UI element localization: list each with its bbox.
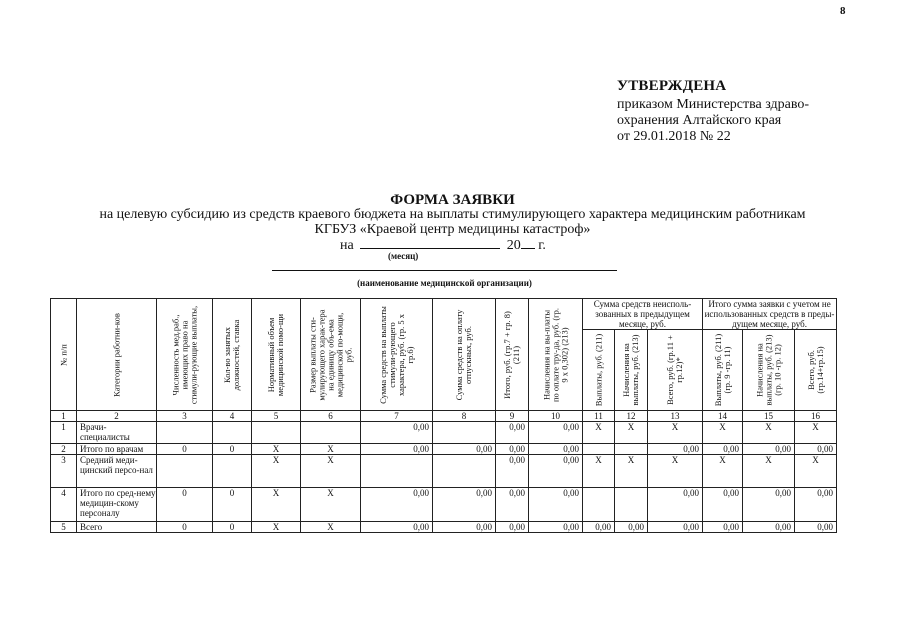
table-cell <box>433 455 496 488</box>
header-cell: Начисления на выплаты, руб. (213) <box>615 330 648 411</box>
table-cell <box>157 422 213 444</box>
year-prefix: 20 <box>506 238 521 253</box>
table-cell <box>433 422 496 444</box>
header-cell: Начисления на выплаты, руб. (213) (гр. 10 -гр. 12) <box>743 330 795 411</box>
table-cell: 0,00 <box>703 444 743 455</box>
table-cell: X <box>703 455 743 488</box>
table-cell: 0 <box>157 488 213 522</box>
column-number: 4 <box>213 411 252 422</box>
table-cell: X <box>252 444 301 455</box>
approval-date: от 29.01.2018 № 22 <box>617 129 731 144</box>
table-cell: X <box>301 522 361 533</box>
header-cell: Выплаты, руб. (211) (гр. 9 -гр. 11) <box>703 330 743 411</box>
approval-line: приказом Министерства здраво- <box>617 97 810 112</box>
approval-heading: УТВЕРЖДЕНА <box>617 78 727 94</box>
table-cell: X <box>615 422 648 444</box>
table-cell: 0,00 <box>361 488 433 522</box>
table-cell: 0,00 <box>795 444 837 455</box>
table-cell: 0,00 <box>361 444 433 455</box>
row-number: 5 <box>51 522 77 533</box>
row-category: Итого по врачам <box>77 444 157 455</box>
row-number: 3 <box>51 455 77 488</box>
row-number: 1 <box>51 422 77 444</box>
table-cell: X <box>301 488 361 522</box>
column-number: 13 <box>648 411 703 422</box>
table-cell: 0,00 <box>433 522 496 533</box>
header-cell: Итого, руб. (гр.7 + гр. 8) (211) <box>496 299 529 411</box>
table-cell: 0,00 <box>433 488 496 522</box>
table-cell: 0,00 <box>795 522 837 533</box>
table-cell: 0,00 <box>496 422 529 444</box>
table-cell: X <box>252 455 301 488</box>
table-cell: 0,00 <box>743 444 795 455</box>
table-row <box>51 522 837 533</box>
table-cell: 0,00 <box>648 444 703 455</box>
header-cell: Размер выплаты сти-мулирующего харак-тера на единицу объ-ема медицинской по-мощи, руб. <box>301 299 361 411</box>
column-number-row <box>51 411 837 422</box>
header-cell: Сумма средств на выплаты стимули-рующего характера, руб. (гр. 5 х гр.6) <box>361 299 433 411</box>
table-row <box>51 444 837 455</box>
table-cell: X <box>301 455 361 488</box>
row-category: Средний меди-цинский персо-нал <box>77 455 157 488</box>
column-number: 8 <box>433 411 496 422</box>
table-cell: 0,00 <box>496 455 529 488</box>
month-caption: (месяц) <box>388 251 419 261</box>
table-cell: X <box>703 422 743 444</box>
table-cell: 0 <box>157 522 213 533</box>
month-prefix: на <box>340 238 354 253</box>
table-cell: 0 <box>213 522 252 533</box>
table-cell: 0,00 <box>583 522 615 533</box>
column-number: 9 <box>496 411 529 422</box>
header-cell: № п/п <box>51 299 77 411</box>
table-cell: 0 <box>213 488 252 522</box>
row-number: 2 <box>51 444 77 455</box>
table-cell <box>583 488 615 522</box>
row-number: 4 <box>51 488 77 522</box>
header-group-total: Итого сумма заявки с учетом не использованных средств в преды-дущем месяце, руб. <box>703 299 837 330</box>
row-category: Итого по сред-нему медицин-скому персоналу <box>77 488 157 522</box>
form-title: ФОРМА ЗАЯВКИ <box>390 192 515 208</box>
header-cell: Начисления на вы-платы по оплате тру-да, руб. (гр. 9 х 0,302) (213) <box>529 299 583 411</box>
header-cell: Выплаты, руб. (211) <box>583 330 615 411</box>
column-number: 6 <box>301 411 361 422</box>
table-row <box>51 422 837 444</box>
table-cell <box>213 422 252 444</box>
table-cell: 0,00 <box>529 488 583 522</box>
table-cell: X <box>648 455 703 488</box>
table-cell: X <box>301 444 361 455</box>
table-cell: 0 <box>157 444 213 455</box>
table-cell: 0,00 <box>648 522 703 533</box>
column-number: 14 <box>703 411 743 422</box>
table-cell <box>252 422 301 444</box>
row-category: Врачи-специалисты <box>77 422 157 444</box>
table-row <box>51 455 837 488</box>
table-cell: X <box>795 422 837 444</box>
column-number: 7 <box>361 411 433 422</box>
table-cell <box>213 455 252 488</box>
table-cell: X <box>583 455 615 488</box>
form-organization: КГБУЗ «Краевой центр медицины катастроф» <box>314 222 591 237</box>
header-cell: Сумма средств на оплату отпускных, руб. <box>433 299 496 411</box>
table-cell: 0,00 <box>703 522 743 533</box>
table-cell: 0,00 <box>743 488 795 522</box>
form-subtitle: на целевую субсидию из средств краевого бюджета на выплаты стимулирующего характера медицинским работникам <box>99 207 806 222</box>
table-cell: 0,00 <box>361 522 433 533</box>
table-cell: 0,00 <box>648 488 703 522</box>
table-cell: 0,00 <box>496 488 529 522</box>
column-number: 12 <box>615 411 648 422</box>
table-cell: 0,00 <box>496 444 529 455</box>
row-category: Всего <box>77 522 157 533</box>
table-cell: 0,00 <box>496 522 529 533</box>
approval-line: охранения Алтайского края <box>617 113 782 128</box>
year-suffix: г. <box>538 238 546 253</box>
table-cell: X <box>795 455 837 488</box>
header-cell: Всего, руб. (гр.14+гр.15) <box>795 330 837 411</box>
column-number: 3 <box>157 411 213 422</box>
table-cell: 0,00 <box>529 422 583 444</box>
header-cell: Численность мед.раб., имеющих право на стимули-рующие выплаты, <box>157 299 213 411</box>
column-number: 1 <box>51 411 77 422</box>
month-blank <box>360 236 500 249</box>
table-cell: 0,00 <box>529 455 583 488</box>
table-cell: 0,00 <box>361 422 433 444</box>
column-number: 10 <box>529 411 583 422</box>
table-cell: X <box>648 422 703 444</box>
header-cell: Всего, руб. (гр.11 + гр.12)* <box>648 330 703 411</box>
table-row <box>51 488 837 522</box>
column-number: 2 <box>77 411 157 422</box>
table-cell <box>583 444 615 455</box>
table-cell: 0,00 <box>529 444 583 455</box>
column-number: 15 <box>743 411 795 422</box>
table-cell <box>301 422 361 444</box>
table-cell <box>361 455 433 488</box>
table-cell: X <box>583 422 615 444</box>
table-cell: 0,00 <box>743 522 795 533</box>
header-group-unused: Сумма средств неисполь-зованных в предыдущем месяце, руб. <box>583 299 703 330</box>
table-cell: 0 <box>213 444 252 455</box>
table-cell: X <box>252 522 301 533</box>
table-cell: 0,00 <box>529 522 583 533</box>
table-cell: 0,00 <box>433 444 496 455</box>
year-blank <box>521 236 535 249</box>
request-table <box>50 298 837 533</box>
month-line <box>340 236 546 254</box>
org-caption: (наименование медицинской организации) <box>357 278 532 288</box>
column-number: 11 <box>583 411 615 422</box>
table-cell <box>615 444 648 455</box>
column-number: 5 <box>252 411 301 422</box>
table-cell <box>615 488 648 522</box>
table-cell: 0,00 <box>703 488 743 522</box>
table-cell: 0,00 <box>615 522 648 533</box>
table-cell: X <box>743 455 795 488</box>
header-cell: Категории работни-ков <box>77 299 157 411</box>
table-cell: 0,00 <box>795 488 837 522</box>
approval-block <box>617 78 867 145</box>
table-cell: X <box>743 422 795 444</box>
column-number: 16 <box>795 411 837 422</box>
table-cell: X <box>615 455 648 488</box>
page-number: 8 <box>840 5 846 17</box>
header-cell: Кол-во занятых должностей, ставка <box>213 299 252 411</box>
header-cell: Нормативный объем медицинской помо-щи <box>252 299 301 411</box>
table-cell: X <box>252 488 301 522</box>
table-cell <box>157 455 213 488</box>
org-name-line <box>272 270 617 271</box>
